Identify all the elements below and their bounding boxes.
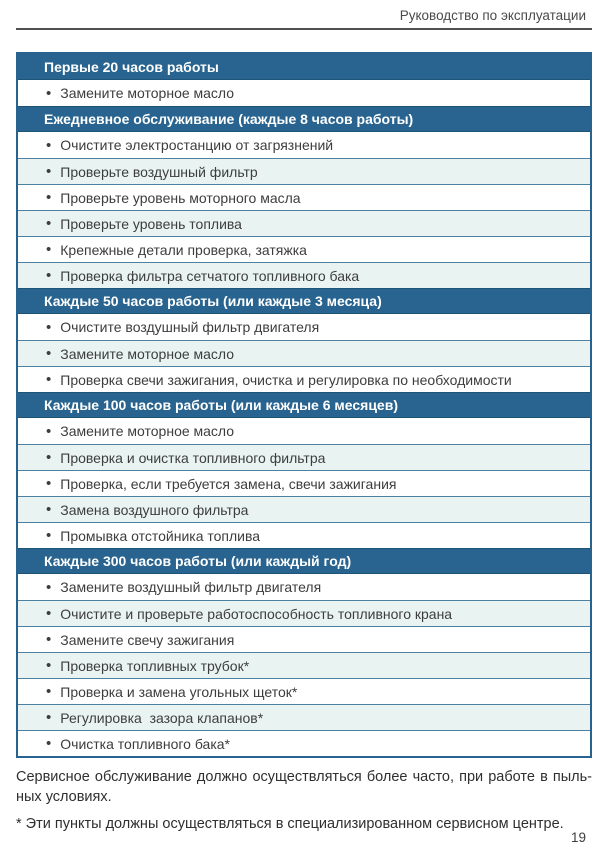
service-note-line2: ных условиях. [16, 789, 112, 805]
maintenance-item-label: Проверьте воздушный фильтр [60, 163, 258, 180]
maintenance-item-label: Замените моторное масло [60, 423, 235, 439]
bullet-icon: • [46, 422, 52, 440]
bullet-icon: • [46, 163, 52, 180]
maintenance-table [16, 52, 592, 758]
maintenance-item-row [18, 652, 590, 678]
bullet-icon: • [46, 318, 52, 336]
footnotes [16, 767, 592, 834]
section-header: Каждые 50 часов работы (или каждые 3 месяца) [18, 288, 590, 314]
maintenance-item-row [18, 678, 590, 704]
maintenance-item-label: Очистите воздушный фильтр двигателя [60, 319, 320, 335]
maintenance-item-row [18, 158, 590, 184]
maintenance-item-row [18, 80, 590, 106]
maintenance-item-label: Проверка топливных трубок* [60, 657, 250, 674]
maintenance-item-row [18, 418, 590, 444]
maintenance-item-label: Проверка, если требуется замена, свечи зажигания [60, 475, 397, 492]
maintenance-item-row [18, 730, 590, 756]
page-header-title: Руководство по эксплуатации [16, 8, 592, 30]
bullet-icon: • [46, 501, 52, 518]
maintenance-item-row [18, 210, 590, 236]
bullet-icon: • [46, 215, 52, 232]
maintenance-item-label: Крепежные детали проверка, затяжка [60, 241, 307, 258]
maintenance-item-label: Замените воздушный фильтр двигателя [60, 579, 322, 595]
bullet-icon: • [46, 84, 52, 102]
maintenance-item-label: Проверка свечи зажигания, очистка и регулировка по необходимости [60, 371, 512, 388]
maintenance-item-label: Замена воздушного фильтра [60, 501, 249, 518]
bullet-icon: • [46, 709, 52, 726]
maintenance-item-label: Проверьте уровень топлива [60, 215, 242, 232]
bullet-icon: • [46, 631, 52, 648]
maintenance-item-label: Проверьте уровень моторного масла [60, 189, 301, 206]
maintenance-item-label: Замените свечу зажигания [60, 631, 235, 648]
service-note-line1: Сервисное обслуживание должно осуществляться более часто, при работе в пыль- [16, 769, 592, 785]
maintenance-item-label: Проверка и очистка топливного фильтра [60, 449, 326, 466]
maintenance-item-row [18, 314, 590, 340]
bullet-icon: • [46, 578, 52, 596]
maintenance-item-row [18, 366, 590, 392]
maintenance-item-label: Очистите электростанцию от загрязнений [60, 137, 334, 153]
bullet-icon: • [46, 683, 52, 700]
maintenance-item-row [18, 496, 590, 522]
maintenance-item-row [18, 574, 590, 600]
bullet-icon: • [46, 735, 52, 752]
maintenance-item-row [18, 470, 590, 496]
bullet-icon: • [46, 371, 52, 388]
maintenance-item-label: Замените моторное масло [60, 345, 235, 362]
maintenance-item-row [18, 184, 590, 210]
maintenance-item-label: Проверка фильтра сетчатого топливного бака [60, 267, 360, 284]
section-header: Каждые 300 часов работы (или каждый год) [18, 548, 590, 574]
bullet-icon: • [46, 475, 52, 492]
section-header: Первые 20 часов работы [18, 54, 590, 80]
maintenance-item-label: Промывка отстойника топлива [60, 527, 261, 544]
maintenance-item-label: Регулировка зазора клапанов* [60, 709, 264, 726]
maintenance-item-label: Очистите и проверьте работоспособность топливного крана [60, 605, 453, 622]
bullet-icon: • [46, 241, 52, 258]
bullet-icon: • [46, 267, 52, 284]
maintenance-item-row [18, 600, 590, 626]
maintenance-item-row [18, 626, 590, 652]
bullet-icon: • [46, 527, 52, 544]
bullet-icon: • [46, 345, 52, 362]
section-header: Ежедневное обслуживание (каждые 8 часов работы) [18, 106, 590, 132]
maintenance-item-row [18, 522, 590, 548]
maintenance-item-label: Очистка топливного бака* [60, 735, 230, 752]
bullet-icon: • [46, 657, 52, 674]
maintenance-item-row [18, 262, 590, 288]
maintenance-item-row [18, 704, 590, 730]
bullet-icon: • [46, 189, 52, 206]
section-header: Каждые 100 часов работы (или каждые 6 месяцев) [18, 392, 590, 418]
maintenance-item-row [18, 132, 590, 158]
maintenance-item-label: Замените моторное масло [60, 85, 235, 101]
bullet-icon: • [46, 449, 52, 466]
bullet-icon: • [46, 136, 52, 154]
bullet-icon: • [46, 605, 52, 622]
maintenance-item-label: Проверка и замена угольных щеток* [60, 683, 298, 700]
asterisk-note: * Эти пункты должны осуществляться в специализированном сервисном центре. [16, 816, 564, 832]
maintenance-item-row [18, 236, 590, 262]
maintenance-item-row [18, 444, 590, 470]
page-number: 19 [570, 830, 586, 845]
maintenance-item-row [18, 340, 590, 366]
